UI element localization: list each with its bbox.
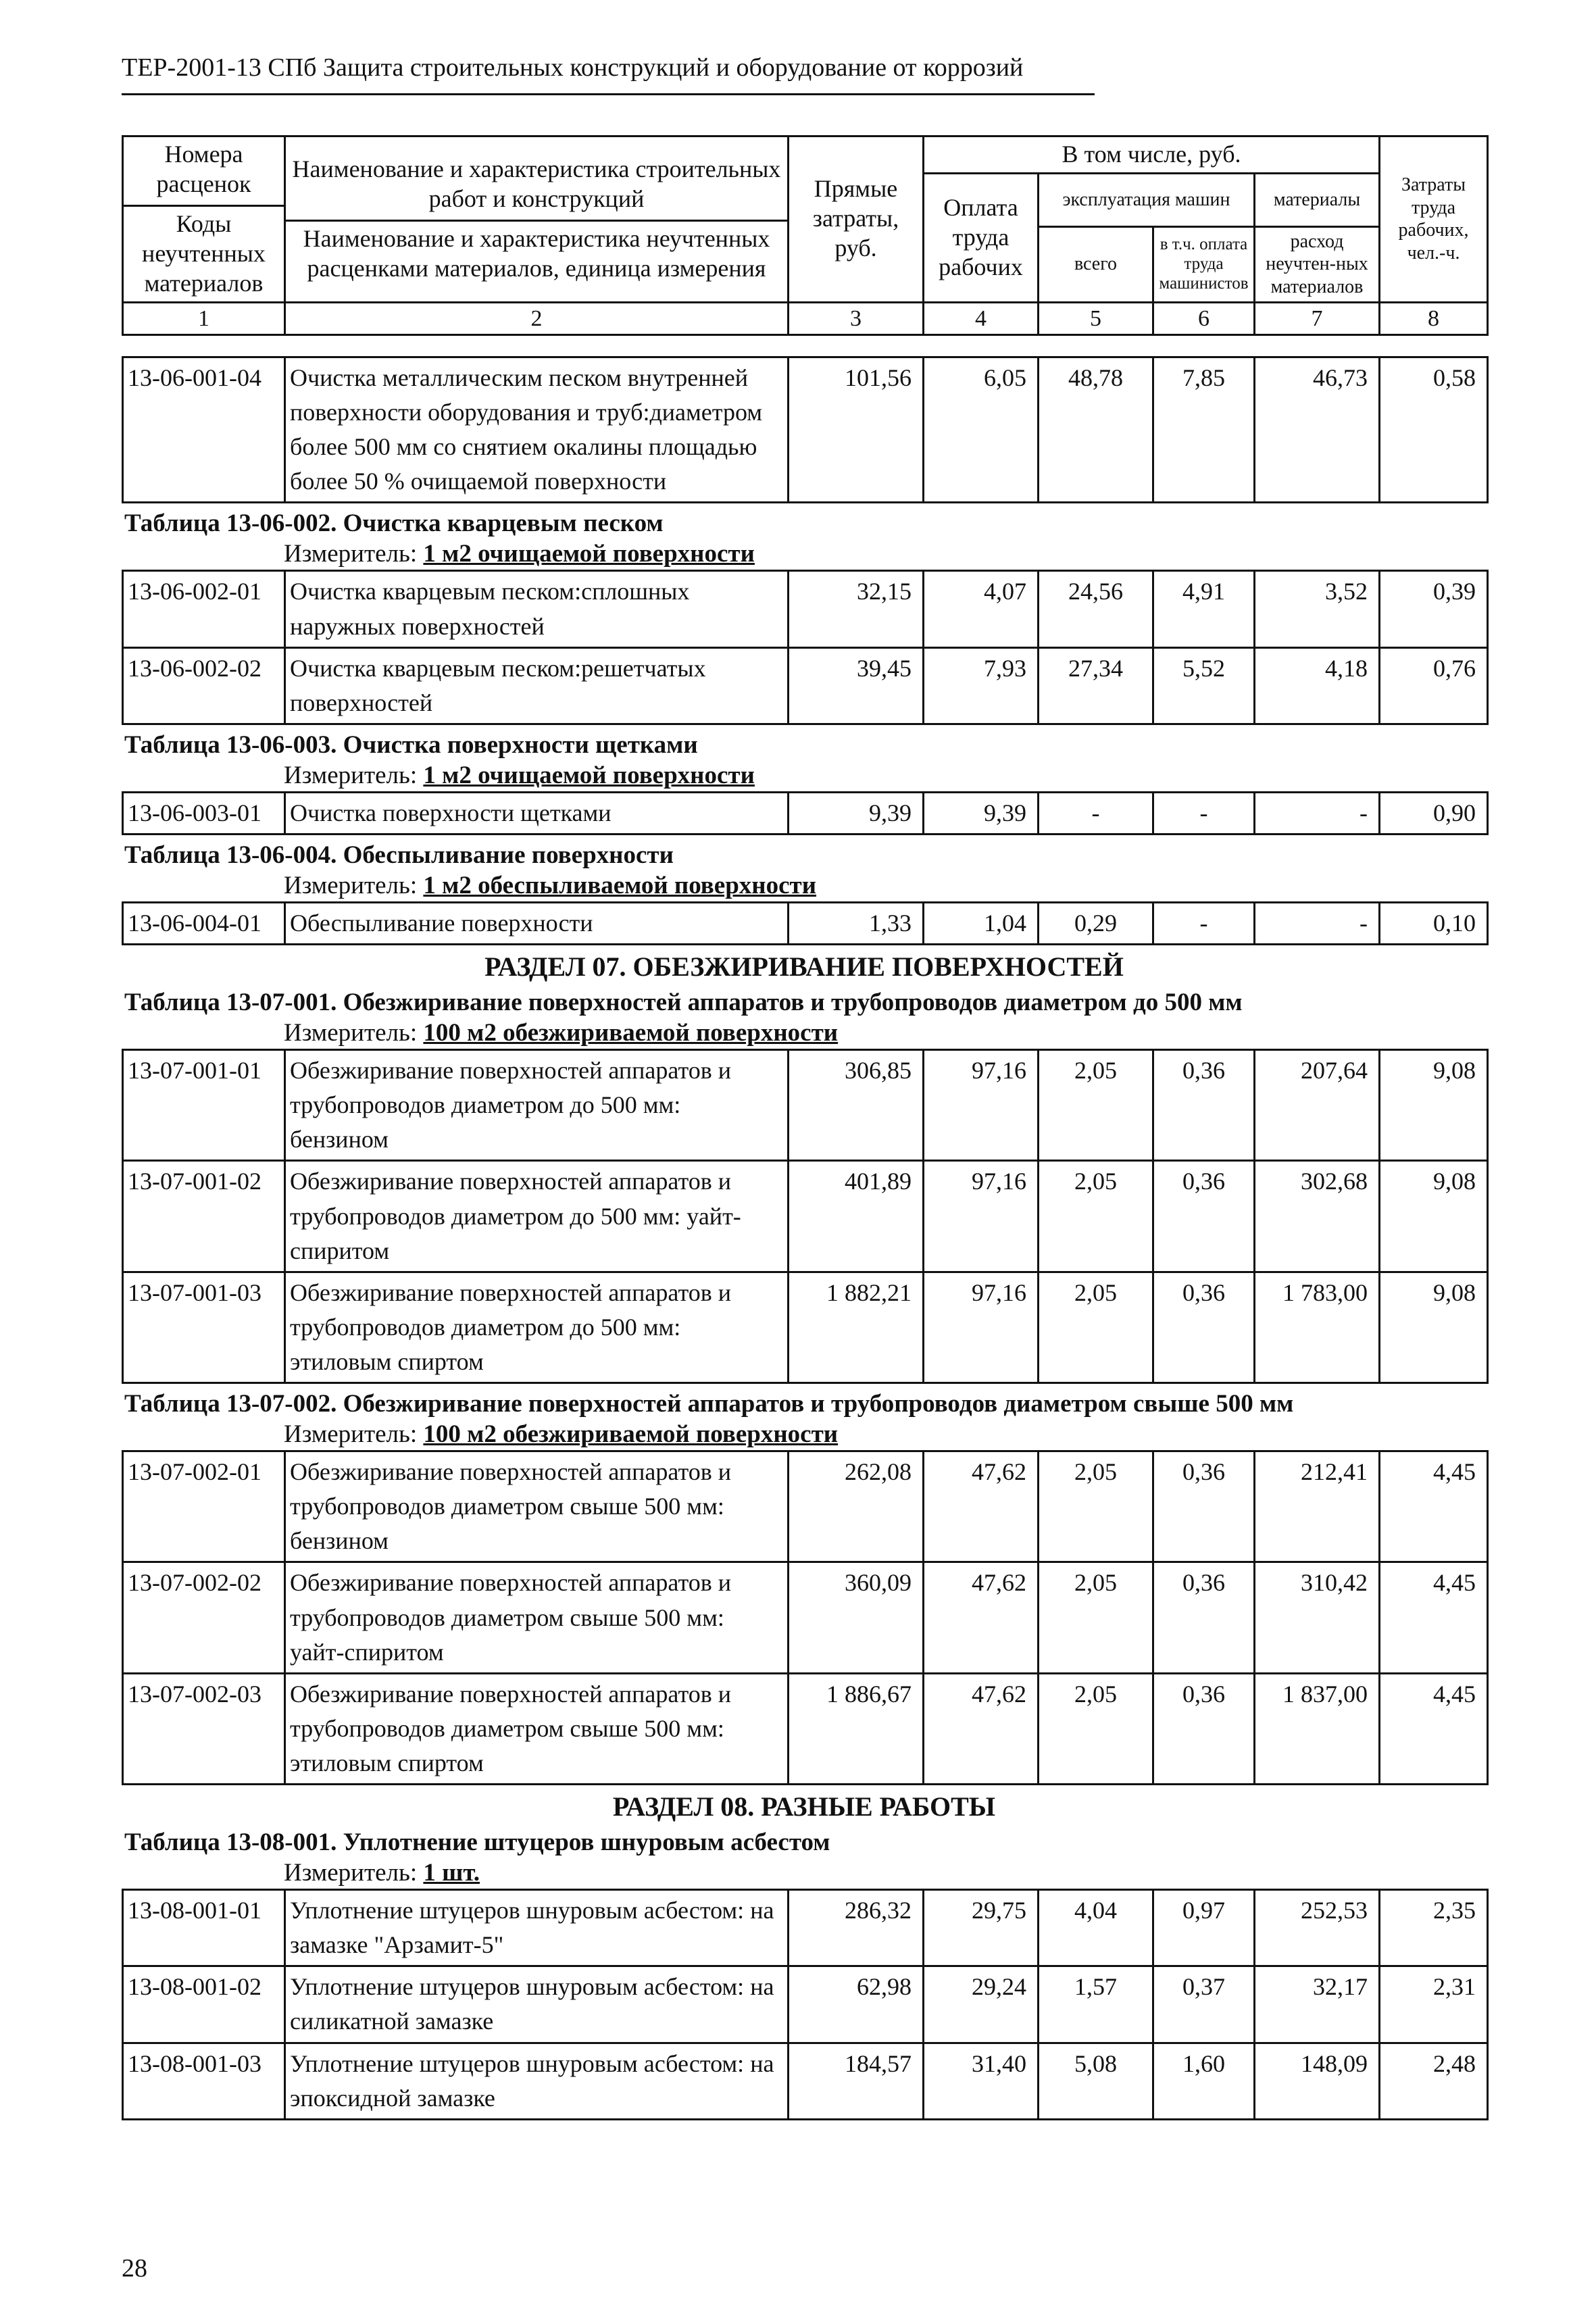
direct-costs: 306,85: [789, 1050, 924, 1161]
rate-table: [122, 1889, 1489, 2120]
machinist-wage: -: [1153, 792, 1255, 834]
table-row: [123, 1562, 1488, 1673]
measure-line: [284, 1018, 1487, 1047]
machinist-wage: 0,36: [1153, 1562, 1255, 1673]
header-num-8: 8: [1380, 302, 1488, 334]
rate-code: 13-06-001-04: [123, 357, 285, 503]
machinist-wage: 4,91: [1153, 571, 1255, 647]
header-machinist-wage: в т.ч. оплата труда машинистов: [1153, 226, 1255, 302]
table-title: Таблица 13-08-001. Уплотнение штуцеров шнуровым асбестом: [124, 1828, 830, 1857]
table-title: Таблица 13-07-002. Обезжиривание поверхностей аппаратов и трубопроводов диаметром свыше 500 мм: [124, 1390, 1294, 1418]
measure-label: Измеритель:: [284, 761, 424, 789]
rate-table: [122, 1450, 1489, 1785]
machinist-wage: 0,36: [1153, 1050, 1255, 1161]
machinist-wage: 0,36: [1153, 1272, 1255, 1383]
measure-unit: 100 м2 обезжириваемой поверхности: [423, 1019, 839, 1047]
header-material-expense: расход неучтен-ных материалов: [1255, 226, 1380, 302]
machine-costs: 0,29: [1039, 902, 1153, 944]
labor-costs: 4,45: [1380, 1562, 1488, 1673]
rate-name: Уплотнение штуцеров шнуровым асбестом: на силикатной замазке: [285, 1966, 789, 2043]
header-num-4: 4: [924, 302, 1039, 334]
wage-costs: 29,24: [924, 1966, 1039, 2043]
labor-costs: 2,35: [1380, 1890, 1488, 1966]
labor-costs: 0,90: [1380, 792, 1488, 834]
header-direct-costs: Прямые затраты, руб.: [789, 136, 924, 303]
material-costs: -: [1255, 902, 1380, 944]
table-row: [123, 1050, 1488, 1161]
machine-costs: 24,56: [1039, 571, 1153, 647]
measure-label: Измеритель:: [284, 871, 424, 899]
machinist-wage: 5,52: [1153, 647, 1255, 724]
header-machines: эксплуатация машин: [1039, 173, 1255, 226]
rate-name: Очистка металлическим песком внутренней поверхности оборудования и труб:диаметром более 500 мм со снятием окалины площадью более 50 % очищаемой поверхности: [285, 357, 789, 503]
rate-name: Очистка кварцевым песком:решетчатых поверхностей: [285, 647, 789, 724]
wage-costs: 31,40: [924, 2043, 1039, 2119]
measure-unit: 1 м2 очищаемой поверхности: [423, 761, 755, 789]
machine-costs: 2,05: [1039, 1673, 1153, 1784]
machine-costs: 4,04: [1039, 1890, 1153, 1966]
wage-costs: 9,39: [924, 792, 1039, 834]
labor-costs: 0,76: [1380, 647, 1488, 724]
machine-costs: 2,05: [1039, 1161, 1153, 1272]
wage-costs: 4,07: [924, 571, 1039, 647]
machine-costs: 2,05: [1039, 1272, 1153, 1383]
labor-costs: 0,39: [1380, 571, 1488, 647]
rate-code: 13-07-001-02: [123, 1161, 285, 1272]
direct-costs: 1 886,67: [789, 1673, 924, 1784]
material-costs: 212,41: [1255, 1451, 1380, 1562]
header-num-2: 2: [285, 302, 789, 334]
table-title: Таблица 13-06-003. Очистка поверхности щетками: [124, 730, 698, 759]
machine-costs: 2,05: [1039, 1050, 1153, 1161]
material-costs: 1 837,00: [1255, 1673, 1380, 1784]
header-num-3: 3: [789, 302, 924, 334]
direct-costs: 401,89: [789, 1161, 924, 1272]
rate-code: 13-07-002-02: [123, 1562, 285, 1673]
material-costs: 207,64: [1255, 1050, 1380, 1161]
rate-code: 13-06-004-01: [123, 902, 285, 944]
rate-code: 13-08-001-03: [123, 2043, 285, 2119]
direct-costs: 101,56: [789, 357, 924, 503]
header-num-7: 7: [1255, 302, 1380, 334]
direct-costs: 184,57: [789, 2043, 924, 2119]
measure-label: Измеритель:: [284, 1019, 424, 1047]
rate-table: [122, 356, 1489, 503]
machine-costs: 1,57: [1039, 1966, 1153, 2043]
rate-code: 13-07-002-03: [123, 1673, 285, 1784]
table-row: [123, 357, 1488, 503]
measure-line: [284, 871, 1487, 900]
labor-costs: 9,08: [1380, 1161, 1488, 1272]
machinist-wage: -: [1153, 902, 1255, 944]
direct-costs: 286,32: [789, 1890, 924, 1966]
material-costs: 4,18: [1255, 647, 1380, 724]
section-title: РАЗДЕЛ 07. ОБЕЗЖИРИВАНИЕ ПОВЕРХНОСТЕЙ: [484, 951, 1124, 982]
wage-costs: 47,62: [924, 1451, 1039, 1562]
labor-costs: 9,08: [1380, 1272, 1488, 1383]
header-machines-total: всего: [1039, 226, 1153, 302]
column-header-table: [122, 135, 1489, 336]
running-head: ТЕР-2001-13 СПб Защита строительных конструкций и оборудование от коррозий: [122, 53, 1095, 95]
section-title: РАЗДЕЛ 08. РАЗНЫЕ РАБОТЫ: [612, 1791, 996, 1822]
rate-code: 13-08-001-02: [123, 1966, 285, 2043]
material-costs: 252,53: [1255, 1890, 1380, 1966]
rate-code: 13-06-002-02: [123, 647, 285, 724]
material-costs: 310,42: [1255, 1562, 1380, 1673]
header-codes: [123, 136, 285, 303]
rate-name: Обезжиривание поверхностей аппаратов и трубопроводов диаметром свыше 500 мм: уайт-спиритом: [285, 1562, 789, 1673]
direct-costs: 62,98: [789, 1966, 924, 2043]
rate-blocks: [122, 356, 1487, 2120]
rate-name: Очистка кварцевым песком:сплошных наружных поверхностей: [285, 571, 789, 647]
rate-code: 13-08-001-01: [123, 1890, 285, 1966]
machine-costs: 2,05: [1039, 1451, 1153, 1562]
table-row: [123, 1966, 1488, 2043]
material-costs: 1 783,00: [1255, 1272, 1380, 1383]
direct-costs: 1 882,21: [789, 1272, 924, 1383]
measure-label: Измеритель:: [284, 1859, 424, 1887]
rate-name: Обезжиривание поверхностей аппаратов и трубопроводов диаметром до 500 мм: этиловым спиртом: [285, 1272, 789, 1383]
rate-name: Уплотнение штуцеров шнуровым асбестом: на замазке "Арзамит-5": [285, 1890, 789, 1966]
header-num-6: 6: [1153, 302, 1255, 334]
material-costs: -: [1255, 792, 1380, 834]
header-num-1: 1: [123, 302, 285, 334]
rate-name: Обезжиривание поверхностей аппаратов и трубопроводов диаметром до 500 мм: бензином: [285, 1050, 789, 1161]
labor-costs: 2,31: [1380, 1966, 1488, 2043]
measure-unit: 100 м2 обезжириваемой поверхности: [423, 1420, 839, 1449]
measure-line: [284, 539, 1487, 568]
header-rate-numbers: Номера расценок: [156, 141, 251, 197]
machinist-wage: 0,97: [1153, 1890, 1255, 1966]
measure-line: [284, 1858, 1487, 1887]
table-title: Таблица 13-06-004. Обеспыливание поверхности: [124, 841, 674, 869]
material-costs: 46,73: [1255, 357, 1380, 503]
labor-costs: 0,10: [1380, 902, 1488, 944]
header-materials: материалы: [1255, 173, 1380, 226]
content: [122, 135, 1487, 2120]
header-wage: Оплата труда рабочих: [924, 173, 1039, 302]
rate-name: Обезжиривание поверхностей аппаратов и трубопроводов диаметром до 500 мм: уайт-спиритом: [285, 1161, 789, 1272]
table-row: [123, 1673, 1488, 1784]
rate-table: [122, 791, 1489, 835]
rate-name: Очистка поверхности щетками: [285, 792, 789, 834]
machine-costs: 48,78: [1039, 357, 1153, 503]
rate-name: Обеспыливание поверхности: [285, 902, 789, 944]
machinist-wage: 0,37: [1153, 1966, 1255, 2043]
direct-costs: 360,09: [789, 1562, 924, 1673]
table-row: [123, 792, 1488, 834]
table-row: [123, 2043, 1488, 2119]
measure-unit: 1 м2 обеспыливаемой поверхности: [423, 871, 817, 899]
machinist-wage: 0,36: [1153, 1451, 1255, 1562]
wage-costs: 97,16: [924, 1272, 1039, 1383]
rate-table: [122, 1049, 1489, 1384]
table-row: [123, 1272, 1488, 1383]
wage-costs: 47,62: [924, 1673, 1039, 1784]
table-title: Таблица 13-06-002. Очистка кварцевым песком: [124, 509, 664, 538]
header-material-name: Наименование и характеристика неучтенных расценками материалов, единица измерения: [303, 224, 770, 282]
machinist-wage: 0,36: [1153, 1161, 1255, 1272]
measure-label: Измеритель:: [284, 1420, 424, 1449]
table-title: Таблица 13-07-001. Обезжиривание поверхностей аппаратов и трубопроводов диаметром до 500 мм: [124, 989, 1243, 1017]
machine-costs: -: [1039, 792, 1153, 834]
measure-unit: 1 шт.: [423, 1859, 480, 1887]
material-costs: 32,17: [1255, 1966, 1380, 2043]
rate-code: 13-06-003-01: [123, 792, 285, 834]
direct-costs: 262,08: [789, 1451, 924, 1562]
wage-costs: 97,16: [924, 1161, 1039, 1272]
wage-costs: 6,05: [924, 357, 1039, 503]
table-row: [123, 902, 1488, 944]
measure-label: Измеритель:: [284, 540, 424, 568]
measure-line: [284, 761, 1487, 790]
table-row: [123, 1890, 1488, 1966]
direct-costs: 32,15: [789, 571, 924, 647]
header-work-name: Наименование и характеристика строительных работ и конструкций: [292, 155, 781, 212]
wage-costs: 29,75: [924, 1890, 1039, 1966]
wage-costs: 1,04: [924, 902, 1039, 944]
machinist-wage: 1,60: [1153, 2043, 1255, 2119]
direct-costs: 9,39: [789, 792, 924, 834]
table-row: [123, 1451, 1488, 1562]
table-row: [123, 1161, 1488, 1272]
rate-name: Обезжиривание поверхностей аппаратов и трубопроводов диаметром свыше 500 мм: бензином: [285, 1451, 789, 1562]
machine-costs: 27,34: [1039, 647, 1153, 724]
labor-costs: 0,58: [1380, 357, 1488, 503]
header-names: [285, 136, 789, 303]
page-number: 28: [122, 2254, 147, 2283]
machinist-wage: 7,85: [1153, 357, 1255, 503]
table-row: [123, 647, 1488, 724]
rate-code: 13-07-001-03: [123, 1272, 285, 1383]
wage-costs: 97,16: [924, 1050, 1039, 1161]
direct-costs: 1,33: [789, 902, 924, 944]
material-costs: 3,52: [1255, 571, 1380, 647]
rate-table: [122, 570, 1489, 724]
labor-costs: 9,08: [1380, 1050, 1488, 1161]
rate-code: 13-06-002-01: [123, 571, 285, 647]
measure-unit: 1 м2 очищаемой поверхности: [423, 540, 755, 568]
machine-costs: 5,08: [1039, 2043, 1153, 2119]
header-labor-costs: Затраты труда рабочих, чел.-ч.: [1380, 136, 1488, 303]
direct-costs: 39,45: [789, 647, 924, 724]
header-num-5: 5: [1039, 302, 1153, 334]
machine-costs: 2,05: [1039, 1562, 1153, 1673]
rate-table: [122, 901, 1489, 945]
measure-line: [284, 1420, 1487, 1449]
labor-costs: 4,45: [1380, 1673, 1488, 1784]
rate-code: 13-07-002-01: [123, 1451, 285, 1562]
machinist-wage: 0,36: [1153, 1673, 1255, 1784]
header-including: В том числе, руб.: [924, 136, 1380, 174]
labor-costs: 2,48: [1380, 2043, 1488, 2119]
rate-name: Уплотнение штуцеров шнуровым асбестом: на эпоксидной замазке: [285, 2043, 789, 2119]
header-material-codes: Коды неучтенных материалов: [142, 209, 266, 297]
table-row: [123, 571, 1488, 647]
material-costs: 148,09: [1255, 2043, 1380, 2119]
labor-costs: 4,45: [1380, 1451, 1488, 1562]
wage-costs: 47,62: [924, 1562, 1039, 1673]
rate-code: 13-07-001-01: [123, 1050, 285, 1161]
rate-name: Обезжиривание поверхностей аппаратов и трубопроводов диаметром свыше 500 мм: этиловым спиртом: [285, 1673, 789, 1784]
wage-costs: 7,93: [924, 647, 1039, 724]
material-costs: 302,68: [1255, 1161, 1380, 1272]
